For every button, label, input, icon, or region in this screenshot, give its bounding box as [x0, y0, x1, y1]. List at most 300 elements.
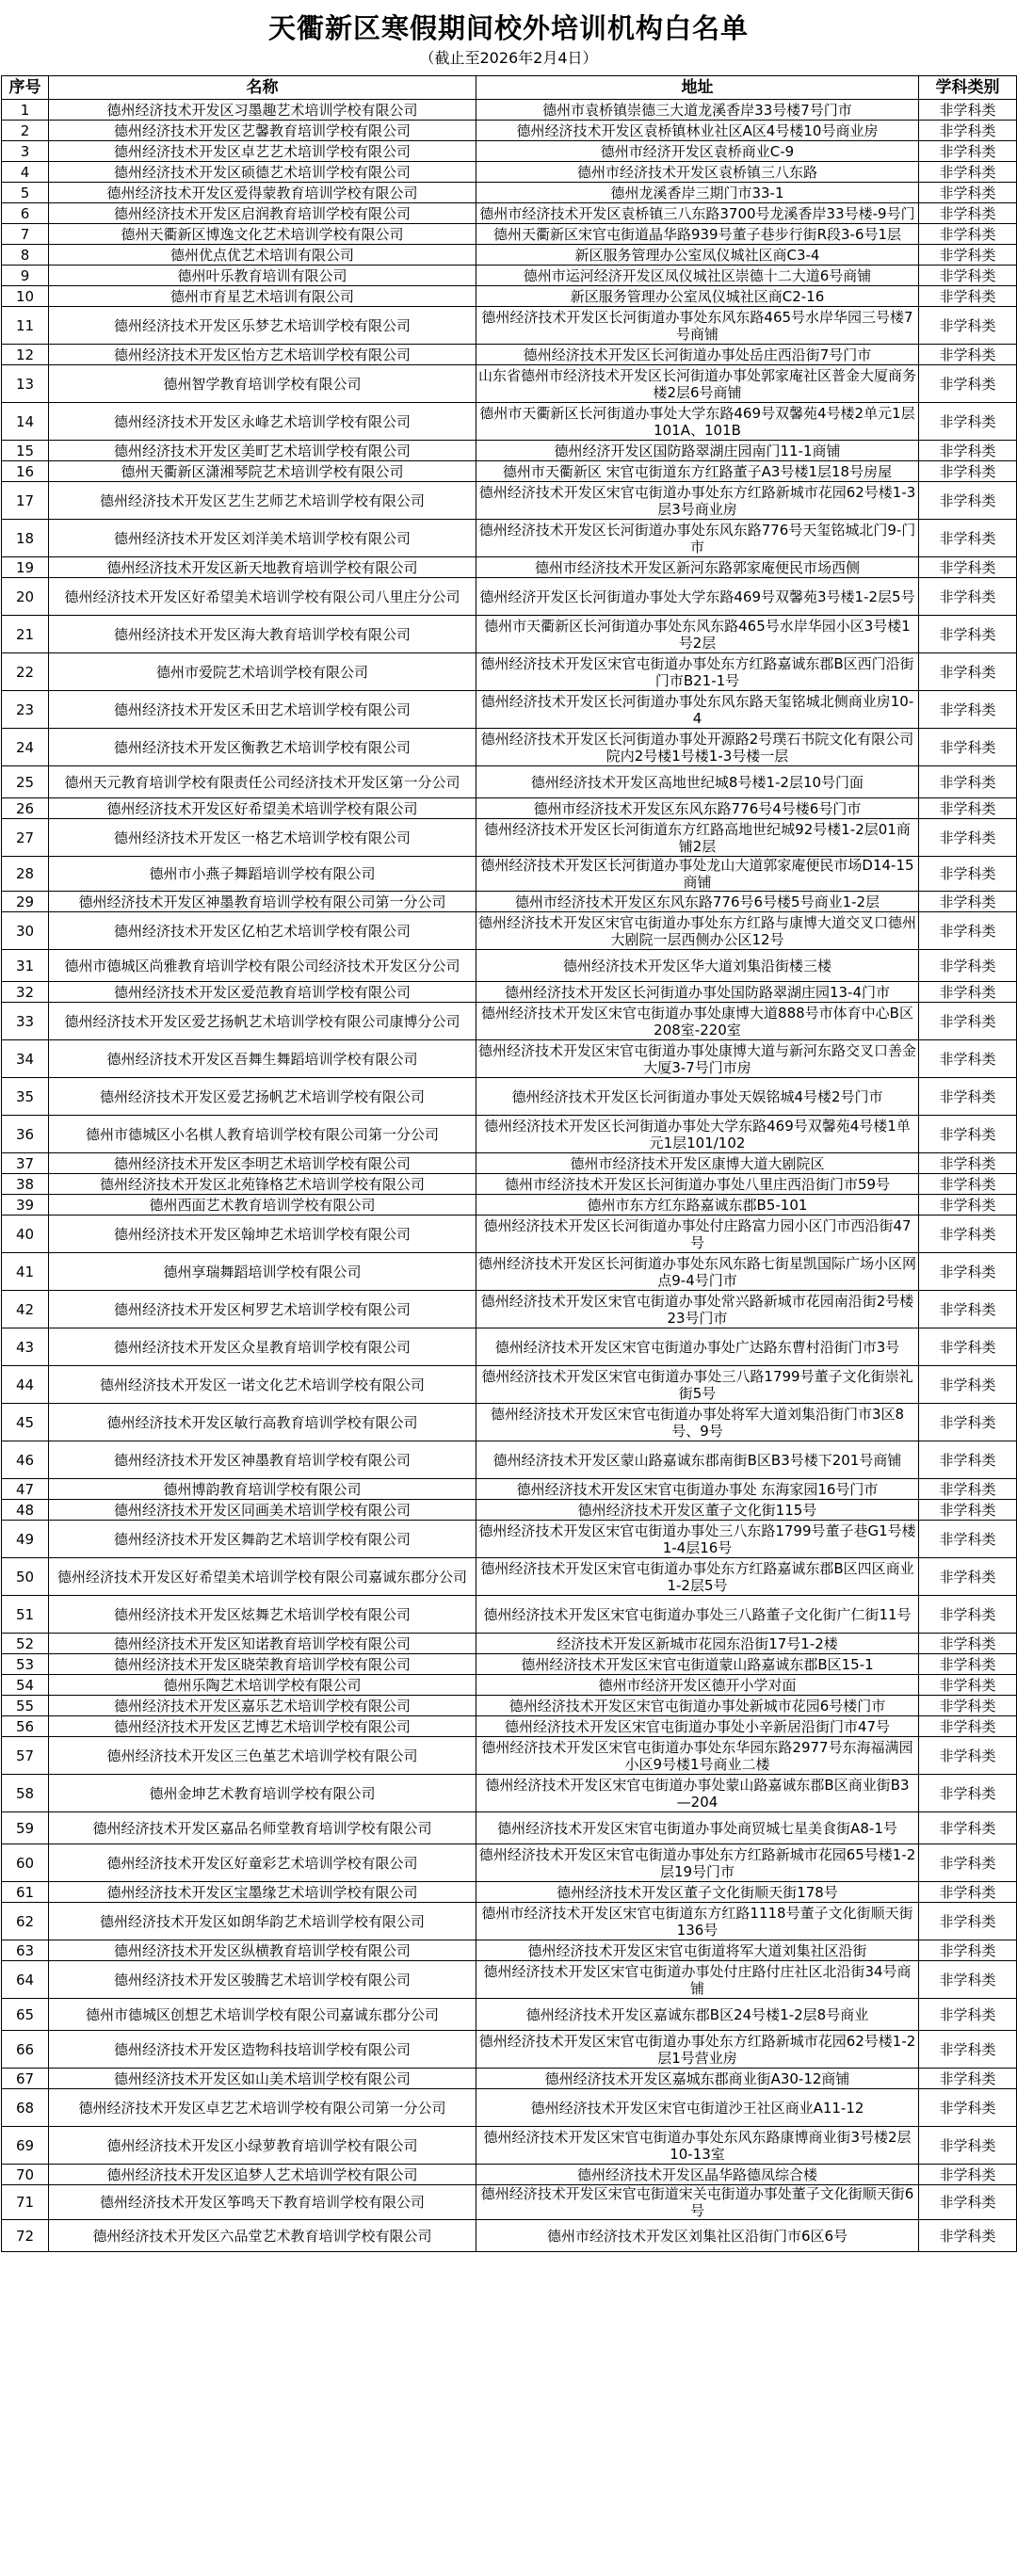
- row-address: 德州经济技术开发区宋官屯街道办事处东方红路嘉诚东郡B区西门沿街门市B21-1号: [476, 653, 919, 691]
- row-category: 非学科类: [919, 1404, 1017, 1441]
- table-row: [2, 1195, 1017, 1216]
- row-address: 德州经济技术开发区宋官屯街道办事处康博大道888号市体育中心B区208室-220室: [476, 1003, 919, 1040]
- row-name: 德州经济技术开发区爱艺扬帆艺术培训学校有限公司: [49, 1078, 476, 1116]
- row-index: 33: [2, 1003, 49, 1040]
- row-category: 非学科类: [919, 1153, 1017, 1174]
- row-category: 非学科类: [919, 1003, 1017, 1040]
- row-index: 17: [2, 482, 49, 520]
- table-row: [2, 1404, 1017, 1441]
- row-name: 德州经济技术开发区造物科技培训学校有限公司: [49, 2031, 476, 2069]
- row-address: 德州经济技术开发区宋官屯街道沙王社区商业A11-12: [476, 2089, 919, 2127]
- table-header-row: [2, 76, 1017, 100]
- row-index: 16: [2, 461, 49, 482]
- row-name: 德州享瑞舞蹈培训学校有限公司: [49, 1253, 476, 1291]
- row-index: 2: [2, 121, 49, 141]
- row-name: 德州经济技术开发区怡方艺术培训学校有限公司: [49, 345, 476, 365]
- row-index: 14: [2, 403, 49, 441]
- row-address: 德州经济技术开发区袁桥镇林业社区A区4号楼10号商业房: [476, 121, 919, 141]
- row-category: 非学科类: [919, 1940, 1017, 1961]
- row-category: 非学科类: [919, 224, 1017, 245]
- row-index: 65: [2, 1999, 49, 2031]
- table-row: [2, 345, 1017, 365]
- table-row: [2, 1844, 1017, 1882]
- row-index: 42: [2, 1291, 49, 1328]
- table-row: [2, 1558, 1017, 1596]
- row-index: 10: [2, 286, 49, 307]
- page-subtitle: （截止至2026年2月4日）: [419, 49, 598, 67]
- row-address: 新区服务管理办公室凤仪城社区商C2-16: [476, 286, 919, 307]
- row-category: 非学科类: [919, 307, 1017, 345]
- table-row: [2, 1812, 1017, 1844]
- row-address: 德州市经济技术开发区袁桥镇三八东路: [476, 162, 919, 183]
- row-category: 非学科类: [919, 2031, 1017, 2069]
- table-row: [2, 557, 1017, 578]
- row-index: 26: [2, 798, 49, 819]
- row-index: 36: [2, 1116, 49, 1153]
- row-address: 德州经济技术开发区董子文化街115号: [476, 1500, 919, 1521]
- row-name: 德州经济技术开发区翰坤艺术培训学校有限公司: [49, 1216, 476, 1253]
- row-index: 34: [2, 1040, 49, 1078]
- row-category: 非学科类: [919, 912, 1017, 950]
- header-category: 学科类别: [919, 76, 1017, 100]
- row-name: 德州市德城区尚雅教育培训学校有限公司经济技术开发区分公司: [49, 950, 476, 982]
- row-index: 3: [2, 141, 49, 162]
- row-name: 德州经济技术开发区海大教育培训学校有限公司: [49, 616, 476, 653]
- table-row: [2, 1216, 1017, 1253]
- row-index: 67: [2, 2069, 49, 2089]
- row-category: 非学科类: [919, 1521, 1017, 1558]
- row-name: 德州天衢新区博逸文化艺术培训学校有限公司: [49, 224, 476, 245]
- row-name: 德州经济技术开发区习墨趣艺术培训学校有限公司: [49, 100, 476, 121]
- row-index: 6: [2, 203, 49, 224]
- table-row: [2, 1441, 1017, 1479]
- table-row: [2, 766, 1017, 798]
- row-category: 非学科类: [919, 1116, 1017, 1153]
- row-index: 47: [2, 1479, 49, 1500]
- row-index: 71: [2, 2185, 49, 2220]
- row-name: 德州经济技术开发区北苑锋格艺术培训学校有限公司: [49, 1174, 476, 1195]
- table-row: [2, 1174, 1017, 1195]
- row-name: 德州经济技术开发区一格艺术培训学校有限公司: [49, 819, 476, 857]
- table-row: [2, 1940, 1017, 1961]
- row-name: 德州经济技术开发区神墨教育培训学校有限公司第一分公司: [49, 892, 476, 912]
- row-address: 德州经济技术开发区长河街道办事处龙山大道郭家庵便民市场D14-15商铺: [476, 857, 919, 892]
- row-category: 非学科类: [919, 1775, 1017, 1812]
- row-index: 68: [2, 2089, 49, 2127]
- row-index: 62: [2, 1903, 49, 1940]
- row-index: 18: [2, 520, 49, 557]
- row-index: 63: [2, 1940, 49, 1961]
- row-name: 德州经济技术开发区爱范教育培训学校有限公司: [49, 982, 476, 1003]
- row-category: 非学科类: [919, 203, 1017, 224]
- row-index: 43: [2, 1328, 49, 1366]
- row-name: 德州经济技术开发区爱艺扬帆艺术培训学校有限公司康博分公司: [49, 1003, 476, 1040]
- row-address: 德州经济技术开发区长河街道办事处东风东路776号天玺铭城北门9-门市: [476, 520, 919, 557]
- row-address: 德州经济技术开发区长河街道办事处岳庄西沿街7号门市: [476, 345, 919, 365]
- table-row: [2, 2165, 1017, 2185]
- row-category: 非学科类: [919, 441, 1017, 461]
- row-address: 德州经济技术开发区宋官屯街道办事处东方红路新城市花园62号楼1-2层1号营业房: [476, 2031, 919, 2069]
- row-name: 德州经济技术开发区一诺文化艺术培训学校有限公司: [49, 1366, 476, 1404]
- row-category: 非学科类: [919, 691, 1017, 729]
- table-row: [2, 203, 1017, 224]
- table-row: [2, 1716, 1017, 1737]
- row-address: 德州经济技术开发区长河街道办事处开源路2号璞石书院文化有限公司院内2号楼1号楼1-3号楼一层: [476, 729, 919, 766]
- row-index: 31: [2, 950, 49, 982]
- whitelist-table: [1, 75, 1017, 2252]
- row-index: 64: [2, 1961, 49, 1999]
- row-index: 40: [2, 1216, 49, 1253]
- row-name: 德州经济技术开发区卓艺艺术培训学校有限公司第一分公司: [49, 2089, 476, 2127]
- row-index: 72: [2, 2220, 49, 2252]
- table-row: [2, 912, 1017, 950]
- table-row: [2, 1253, 1017, 1291]
- row-name: 德州经济技术开发区三色堇艺术培训学校有限公司: [49, 1737, 476, 1775]
- table-row: [2, 1116, 1017, 1153]
- row-address: 德州经济技术开发区长河街道办事处天娱铭城4号楼2号门市: [476, 1078, 919, 1116]
- row-address: 德州市袁桥镇崇德三大道龙溪香岸33号楼7号门市: [476, 100, 919, 121]
- row-name: 德州天衢新区潇湘琴院艺术培训学校有限公司: [49, 461, 476, 482]
- table-row: [2, 1521, 1017, 1558]
- row-name: 德州经济技术开发区爱得蒙教育培训学校有限公司: [49, 183, 476, 203]
- table-row: [2, 1961, 1017, 1999]
- row-name: 德州经济技术开发区嘉乐艺术培训学校有限公司: [49, 1696, 476, 1716]
- row-category: 非学科类: [919, 2069, 1017, 2089]
- row-category: 非学科类: [919, 1737, 1017, 1775]
- table-row: [2, 286, 1017, 307]
- header-address: 地址: [476, 76, 919, 100]
- row-address: 德州经济技术开发区宋官屯街道办事处三八东路1799号董子巷G1号楼1-4层16号: [476, 1521, 919, 1558]
- row-category: 非学科类: [919, 1903, 1017, 1940]
- row-index: 52: [2, 1634, 49, 1654]
- row-category: 非学科类: [919, 1500, 1017, 1521]
- row-name: 德州经济技术开发区小绿萝教育培训学校有限公司: [49, 2127, 476, 2165]
- row-index: 45: [2, 1404, 49, 1441]
- row-address: 德州经济技术开发区长河街道东方红路高地世纪城92号楼1-2层01商铺2层: [476, 819, 919, 857]
- row-address: 德州经济技术开发区嘉城东郡商业街A30-12商铺: [476, 2069, 919, 2089]
- table-row: [2, 857, 1017, 892]
- table-row: [2, 653, 1017, 691]
- table-row: [2, 266, 1017, 286]
- row-category: 非学科类: [919, 1174, 1017, 1195]
- row-name: 德州经济技术开发区好童彩艺术培训学校有限公司: [49, 1844, 476, 1882]
- row-name: 德州天元教育培训学校有限责任公司经济技术开发区第一分公司: [49, 766, 476, 798]
- row-address: 德州经济技术开发区宋官屯街道办事处东华园东路2977号东海福满园小区9号楼1号商业二楼: [476, 1737, 919, 1775]
- row-name: 德州市小燕子舞蹈培训学校有限公司: [49, 857, 476, 892]
- table-row: [2, 403, 1017, 441]
- row-category: 非学科类: [919, 1441, 1017, 1479]
- row-index: 61: [2, 1882, 49, 1903]
- table-row: [2, 224, 1017, 245]
- table-row: [2, 1479, 1017, 1500]
- row-category: 非学科类: [919, 365, 1017, 403]
- row-category: 非学科类: [919, 798, 1017, 819]
- table-row: [2, 1775, 1017, 1812]
- row-category: 非学科类: [919, 1812, 1017, 1844]
- table-row: [2, 2220, 1017, 2252]
- row-index: 13: [2, 365, 49, 403]
- row-address: 德州市经济技术开发区康博大道大剧院区: [476, 1153, 919, 1174]
- row-name: 德州博韵教育培训学校有限公司: [49, 1479, 476, 1500]
- row-category: 非学科类: [919, 653, 1017, 691]
- table-row: [2, 482, 1017, 520]
- row-category: 非学科类: [919, 162, 1017, 183]
- table-row: [2, 729, 1017, 766]
- table-row: [2, 819, 1017, 857]
- row-name: 德州经济技术开发区硕德艺术培训学校有限公司: [49, 162, 476, 183]
- row-address: 德州经济开发区国防路翠湖庄园南门11-1商铺: [476, 441, 919, 461]
- row-category: 非学科类: [919, 892, 1017, 912]
- table-row: [2, 1737, 1017, 1775]
- row-name: 德州经济技术开发区纵横教育培训学校有限公司: [49, 1940, 476, 1961]
- row-name: 德州经济技术开发区美町艺术培训学校有限公司: [49, 441, 476, 461]
- row-index: 38: [2, 1174, 49, 1195]
- row-address: 德州经济技术开发区宋官屯街道办事处东方红路与康博大道交叉口德州大剧院一层西侧办公区12号: [476, 912, 919, 950]
- row-category: 非学科类: [919, 1844, 1017, 1882]
- row-index: 28: [2, 857, 49, 892]
- row-address: 德州经济技术开发区蒙山路嘉诚东郡南街B区B3号楼下201号商铺: [476, 1441, 919, 1479]
- row-index: 59: [2, 1812, 49, 1844]
- row-index: 48: [2, 1500, 49, 1521]
- table-row: [2, 1003, 1017, 1040]
- row-name: 德州经济技术开发区炫舞艺术培训学校有限公司: [49, 1596, 476, 1634]
- row-category: 非学科类: [919, 183, 1017, 203]
- row-category: 非学科类: [919, 1999, 1017, 2031]
- table-row: [2, 1328, 1017, 1366]
- row-name: 德州经济技术开发区如山美术培训学校有限公司: [49, 2069, 476, 2089]
- row-category: 非学科类: [919, 482, 1017, 520]
- row-index: 9: [2, 266, 49, 286]
- row-address: 德州经济技术开发区宋官屯街道宋关屯街道办事处董子文化街顺天街6号: [476, 2185, 919, 2220]
- row-index: 37: [2, 1153, 49, 1174]
- table-row: [2, 892, 1017, 912]
- row-name: 德州经济技术开发区永峰艺术培训学校有限公司: [49, 403, 476, 441]
- row-index: 32: [2, 982, 49, 1003]
- row-name: 德州经济技术开发区卓艺艺术培训学校有限公司: [49, 141, 476, 162]
- row-name: 德州经济技术开发区吾舞生舞蹈培训学校有限公司: [49, 1040, 476, 1078]
- row-category: 非学科类: [919, 1696, 1017, 1716]
- row-index: 70: [2, 2165, 49, 2185]
- table-row: [2, 461, 1017, 482]
- row-index: 60: [2, 1844, 49, 1882]
- table-row: [2, 520, 1017, 557]
- row-category: 非学科类: [919, 578, 1017, 616]
- row-category: 非学科类: [919, 729, 1017, 766]
- table-row: [2, 1366, 1017, 1404]
- row-index: 21: [2, 616, 49, 653]
- table-row: [2, 307, 1017, 345]
- row-category: 非学科类: [919, 2089, 1017, 2127]
- table-row: [2, 2089, 1017, 2127]
- row-category: 非学科类: [919, 121, 1017, 141]
- row-category: 非学科类: [919, 1291, 1017, 1328]
- table-row: [2, 1153, 1017, 1174]
- row-name: 德州金坤艺术教育培训学校有限公司: [49, 1775, 476, 1812]
- row-index: 1: [2, 100, 49, 121]
- row-name: 德州经济技术开发区神墨教育培训学校有限公司: [49, 1441, 476, 1479]
- table-row: [2, 1903, 1017, 1940]
- row-category: 非学科类: [919, 1040, 1017, 1078]
- row-address: 山东省德州市经济技术开发区长河街道办事处郭家庵社区普金大厦商务楼2层6号商铺: [476, 365, 919, 403]
- row-index: 29: [2, 892, 49, 912]
- row-index: 24: [2, 729, 49, 766]
- row-name: 德州经济技术开发区柯罗艺术培训学校有限公司: [49, 1291, 476, 1328]
- row-name: 德州经济技术开发区宝墨缘艺术培训学校有限公司: [49, 1882, 476, 1903]
- row-index: 54: [2, 1675, 49, 1696]
- table-row: [2, 141, 1017, 162]
- row-address: 德州龙溪香岸三期门市33-1: [476, 183, 919, 203]
- table-row: [2, 616, 1017, 653]
- row-index: 44: [2, 1366, 49, 1404]
- row-name: 德州市德城区小名棋人教育培训学校有限公司第一分公司: [49, 1116, 476, 1153]
- row-address: 德州市天衢新区 宋官屯街道东方红路董子A3号楼1层18号房屋: [476, 461, 919, 482]
- row-category: 非学科类: [919, 1596, 1017, 1634]
- row-address: 德州经济技术开发区宋官屯街道办事处蒙山路嘉诚东郡B区商业街B3—204: [476, 1775, 919, 1812]
- row-category: 非学科类: [919, 1078, 1017, 1116]
- row-name: 德州经济技术开发区刘洋美术培训学校有限公司: [49, 520, 476, 557]
- header-index: 序号: [2, 76, 49, 100]
- row-address: 德州市天衢新区长河街道办事处大学东路469号双馨苑4号楼2单元1层101A、101B: [476, 403, 919, 441]
- table-row: [2, 183, 1017, 203]
- table-row: [2, 1882, 1017, 1903]
- row-address: 德州经济技术开发区宋官屯街道办事处三八路1799号董子文化街崇礼街5号: [476, 1366, 919, 1404]
- row-category: 非学科类: [919, 857, 1017, 892]
- row-address: 德州经济技术开发区宋官屯街道办事处东方红路嘉诚东郡B区四区商业1-2层5号: [476, 1558, 919, 1596]
- row-index: 12: [2, 345, 49, 365]
- row-address: 德州经济开发区长河街道办事处大学东路469号双馨苑3号楼1-2层5号: [476, 578, 919, 616]
- row-index: 30: [2, 912, 49, 950]
- row-address: 德州经济技术开发区华大道刘集沿街楼三楼: [476, 950, 919, 982]
- row-index: 22: [2, 653, 49, 691]
- row-address: 德州经济技术开发区宋官屯街道办事处付庄路付庄社区北沿街34号商铺: [476, 1961, 919, 1999]
- row-name: 德州经济技术开发区六品堂艺术教育培训学校有限公司: [49, 2220, 476, 2252]
- row-category: 非学科类: [919, 1961, 1017, 1999]
- row-name: 德州经济技术开发区骏腾艺术培训学校有限公司: [49, 1961, 476, 1999]
- table-row: [2, 365, 1017, 403]
- row-address: 德州市东方红东路嘉诚东郡B5-101: [476, 1195, 919, 1216]
- table-row: [2, 1040, 1017, 1078]
- row-address: 德州市经济技术开发区东风东路776号6号楼5号商业1-2层: [476, 892, 919, 912]
- row-address: 德州经济技术开发区晶华路德凤综合楼: [476, 2165, 919, 2185]
- row-name: 德州经济技术开发区嘉品名师堂教育培训学校有限公司: [49, 1812, 476, 1844]
- row-name: 德州经济技术开发区知诺教育培训学校有限公司: [49, 1634, 476, 1654]
- row-category: 非学科类: [919, 1195, 1017, 1216]
- table-row: [2, 1654, 1017, 1675]
- row-address: 德州经济技术开发区宋官屯街道办事处小辛新居沿街门市47号: [476, 1716, 919, 1737]
- row-name: 德州乐陶艺术培训学校有限公司: [49, 1675, 476, 1696]
- row-index: 58: [2, 1775, 49, 1812]
- row-name: 德州经济技术开发区舞韵艺术培训学校有限公司: [49, 1521, 476, 1558]
- row-address: 德州经济技术开发区董子文化街顺天街178号: [476, 1882, 919, 1903]
- table-row: [2, 162, 1017, 183]
- row-address: 德州经济技术开发区宋官屯街道办事处东方红路新城市花园62号楼1-3层3号商业房: [476, 482, 919, 520]
- table-row: [2, 1696, 1017, 1716]
- row-category: 非学科类: [919, 1675, 1017, 1696]
- row-index: 39: [2, 1195, 49, 1216]
- row-index: 5: [2, 183, 49, 203]
- row-name: 德州经济技术开发区敏行高教育培训学校有限公司: [49, 1404, 476, 1441]
- row-index: 23: [2, 691, 49, 729]
- row-category: 非学科类: [919, 616, 1017, 653]
- table-row: [2, 578, 1017, 616]
- row-category: 非学科类: [919, 1882, 1017, 1903]
- row-category: 非学科类: [919, 141, 1017, 162]
- header-name: 名称: [49, 76, 476, 100]
- row-category: 非学科类: [919, 1328, 1017, 1366]
- row-category: 非学科类: [919, 1558, 1017, 1596]
- row-name: 德州经济技术开发区好希望美术培训学校有限公司八里庄分公司: [49, 578, 476, 616]
- row-category: 非学科类: [919, 1634, 1017, 1654]
- row-category: 非学科类: [919, 100, 1017, 121]
- row-name: 德州经济技术开发区李明艺术培训学校有限公司: [49, 1153, 476, 1174]
- row-address: 德州经济技术开发区宋官屯街道办事处东方红路新城市花园65号楼1-2层19号门市: [476, 1844, 919, 1882]
- table-row: [2, 1078, 1017, 1116]
- table-row: [2, 2185, 1017, 2220]
- table-row: [2, 1500, 1017, 1521]
- row-address: 德州经济技术开发区宋官屯街道办事处新城市花园6号楼门市: [476, 1696, 919, 1716]
- row-name: 德州经济技术开发区追梦人艺术培训学校有限公司: [49, 2165, 476, 2185]
- row-category: 非学科类: [919, 266, 1017, 286]
- table-row: [2, 245, 1017, 266]
- row-address: 德州经济技术开发区宋官屯街道办事处常兴路新城市花园南沿街2号楼23号门市: [476, 1291, 919, 1328]
- row-name: 德州经济技术开发区筝鸣天下教育培训学校有限公司: [49, 2185, 476, 2220]
- row-index: 56: [2, 1716, 49, 1737]
- row-address: 德州经济技术开发区长河街道办事处东风东路七街星凯国际广场小区网点9-4号门市: [476, 1253, 919, 1291]
- row-address: 德州经济技术开发区长河街道办事处付庄路富力园小区门市西沿街47号: [476, 1216, 919, 1253]
- row-address: 德州经济技术开发区宋官屯街道办事处 东海家园16号门市: [476, 1479, 919, 1500]
- table-row: [2, 1291, 1017, 1328]
- row-name: 德州经济技术开发区如朗华韵艺术培训学校有限公司: [49, 1903, 476, 1940]
- row-category: 非学科类: [919, 286, 1017, 307]
- row-name: 德州智学教育培训学校有限公司: [49, 365, 476, 403]
- row-name: 德州经济技术开发区艺生艺师艺术培训学校有限公司: [49, 482, 476, 520]
- row-name: 德州经济技术开发区艺博艺术培训学校有限公司: [49, 1716, 476, 1737]
- row-name: 德州经济技术开发区乐梦艺术培训学校有限公司: [49, 307, 476, 345]
- row-index: 51: [2, 1596, 49, 1634]
- row-category: 非学科类: [919, 2127, 1017, 2165]
- row-name: 德州西面艺术教育培训学校有限公司: [49, 1195, 476, 1216]
- row-index: 66: [2, 2031, 49, 2069]
- row-index: 27: [2, 819, 49, 857]
- row-address: 德州市经济技术开发区新河东路郭家庵便民市场西侧: [476, 557, 919, 578]
- row-index: 19: [2, 557, 49, 578]
- row-category: 非学科类: [919, 461, 1017, 482]
- table-row: [2, 1596, 1017, 1634]
- row-category: 非学科类: [919, 1216, 1017, 1253]
- row-category: 非学科类: [919, 557, 1017, 578]
- row-address: 德州经济技术开发区宋官屯街道办事处东风东路康博商业街3号楼2层10-13室: [476, 2127, 919, 2165]
- row-category: 非学科类: [919, 245, 1017, 266]
- row-index: 49: [2, 1521, 49, 1558]
- row-name: 德州经济技术开发区新天地教育培训学校有限公司: [49, 557, 476, 578]
- row-name: 德州经济技术开发区启润教育培训学校有限公司: [49, 203, 476, 224]
- row-address: 德州经济技术开发区宋官屯街道办事处康博大道与新河东路交叉口善金大厦3-7号门市房: [476, 1040, 919, 1078]
- row-address: 德州经济技术开发区长河街道办事处国防路翠湖庄园13-4门市: [476, 982, 919, 1003]
- table-row: [2, 2069, 1017, 2089]
- table-row: [2, 982, 1017, 1003]
- row-index: 50: [2, 1558, 49, 1596]
- row-name: 德州经济技术开发区众星教育培训学校有限公司: [49, 1328, 476, 1366]
- row-address: 德州市经济技术开发区宋官屯街道东方红路1118号董子文化街顺天街136号: [476, 1903, 919, 1940]
- row-category: 非学科类: [919, 403, 1017, 441]
- row-name: 德州叶乐教育培训有限公司: [49, 266, 476, 286]
- row-name: 德州市爱院艺术培训学校有限公司: [49, 653, 476, 691]
- row-address: 德州市经济技术开发区袁桥镇三八东路3700号龙溪香岸33号楼-9号门: [476, 203, 919, 224]
- row-address: 德州市经济技术开发区刘集社区沿街门市6区6号: [476, 2220, 919, 2252]
- row-address: 德州经济技术开发区长河街道办事处东风东路天玺铭城北侧商业房10-4: [476, 691, 919, 729]
- row-address: 德州经济技术开发区嘉诚东郡B区24号楼1-2层8号商业: [476, 1999, 919, 2031]
- row-category: 非学科类: [919, 345, 1017, 365]
